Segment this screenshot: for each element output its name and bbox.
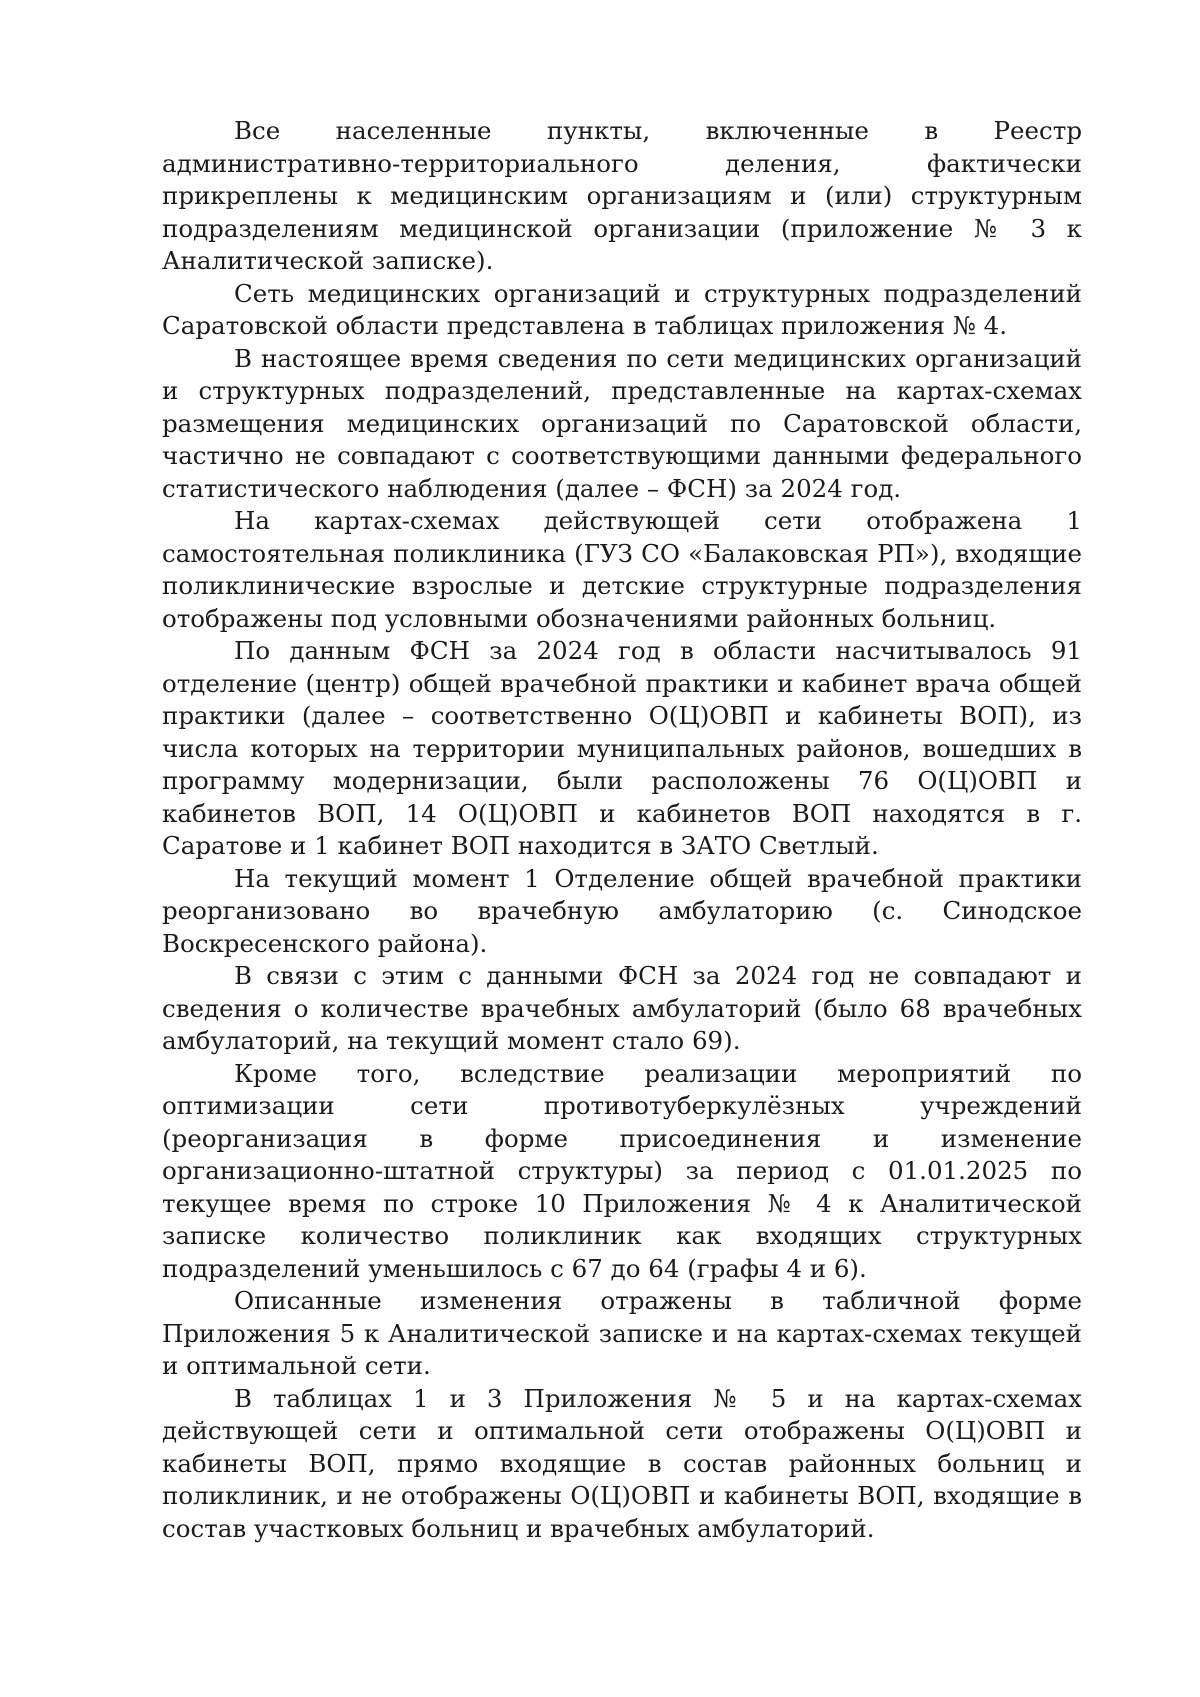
paragraph-tables-1-3: В таблицах 1 и 3 Приложения № 5 и на картах-схемах действующей сети и оптимальной сети отображены О(Ц)ОВП и кабинеты ВОП, прямо входящие в состав районных больниц и поликлиник, и не отображены О(Ц)ОВП и кабинеты ВОП, входящие в состав участковых больниц и врачебных амбулаторий.: [162, 1383, 1082, 1543]
paragraph-general-practice: По данным ФСН за 2024 год в области насчитывалось 91 отделение (центр) общей врачебной практики и кабинет врача общей практики (далее – соответственно О(Ц)ОВП и кабинеты ВОП), из числа которых на территории муниципальных районов, вошедших в программу модернизации, были расположены 76 О(Ц)ОВП и кабинетов ВОП, 14 О(Ц)ОВП и кабинетов ВОП находятся в г. Саратове и 1 кабинет ВОП находится в ЗАТО Светлый.: [162, 636, 1082, 860]
document-body: [162, 115, 1082, 1545]
paragraph-settlements: Все населенные пункты, включенные в Реестр административно-территориального деления, фактически прикреплены к медицинским организациям и (или) структурным подразделениям медицинской организации (приложение № 3 к Аналитической записке).: [162, 116, 1082, 275]
paragraph-maps-polyclinic: На картах-схемах действующей сети отображена 1 самостоятельная поликлиника (ГУЗ СО «Балаковская РП»), входящие поликлинические взрослые и детские структурные подразделения отображены под условными обозначениями районных больниц.: [162, 506, 1082, 633]
paragraph-network: Сеть медицинских организаций и структурных подразделений Саратовской области представлена в таблицах приложения № 4.: [162, 278, 1082, 340]
paragraph-reorganization: На текущий момент 1 Отделение общей врачебной практики реорганизовано во врачебную амбулаторию (с. Синодское Воскресенского района).: [162, 863, 1082, 958]
paragraph-ambulatories: В связи с этим с данными ФСН за 2024 год не совпадают и сведения о количестве врачебных амбулаторий (было 68 врачебных амбулаторий, на текущий момент стало 69).: [162, 961, 1082, 1055]
paragraph-appendix-5: Описанные изменения отражены в табличной форме Приложения 5 к Аналитической записке и на картах-схемах текущей и оптимальной сети.: [162, 1286, 1082, 1380]
paragraph-fsn-mismatch: В настоящее время сведения по сети медицинских организаций и структурных подразделений, представленные на картах-схемах размещения медицинских организаций по Саратовской области, частично не совпадают с соответствующими данными федерального статистического наблюдения (далее – ФСН) за 2024 год.: [162, 343, 1082, 503]
paragraph-tuberculosis-optimization: Кроме того, вследствие реализации мероприятий по оптимизации сети противотуберкулёзных учреждений (реорганизация в форме присоединения и изменение организационно-штатной структуры) за период с 01.01.2025 по текущее время по строке 10 Приложения № 4 к Аналитической записке количество поликлиник как входящих структурных подразделений уменьшилось с 67 до 64 (графы 4 и 6).: [162, 1058, 1082, 1283]
